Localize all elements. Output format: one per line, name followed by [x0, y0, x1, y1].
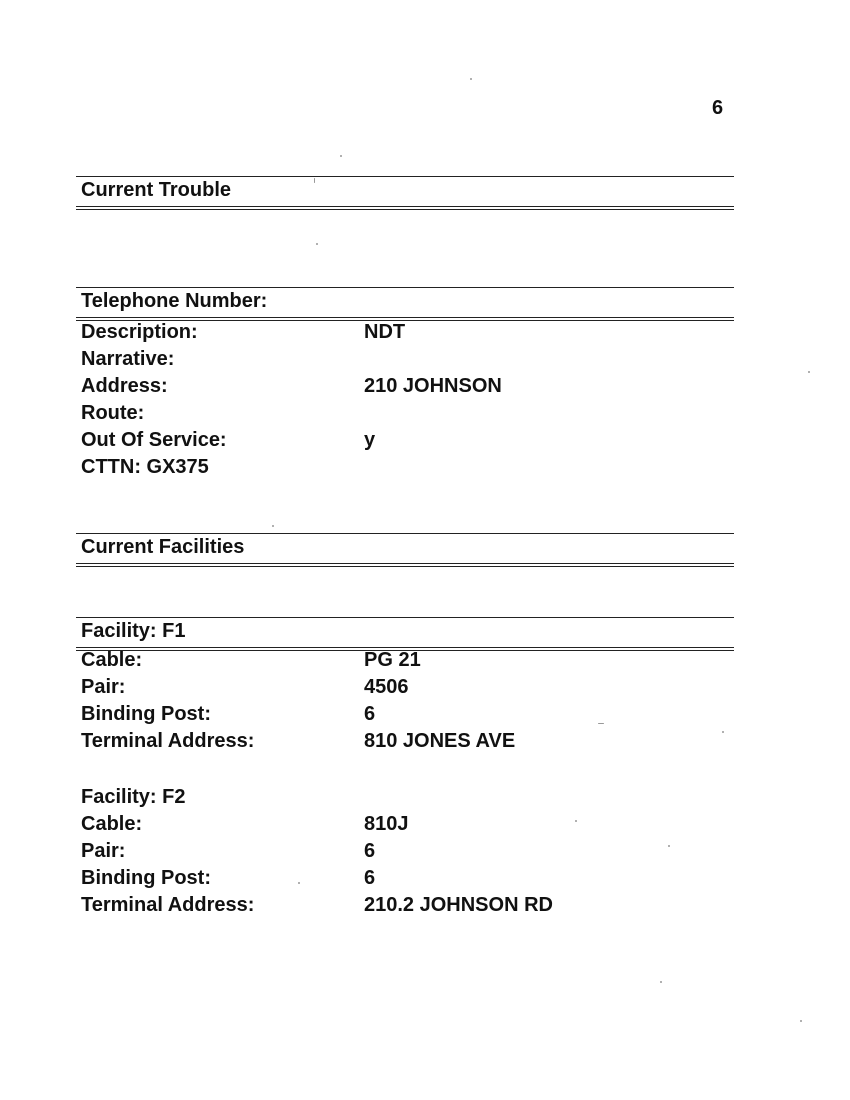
field-label: Pair:: [81, 676, 126, 698]
field-row-cable: [76, 811, 734, 838]
field-row-pair: [76, 838, 734, 865]
field-label: Binding Post:: [81, 867, 211, 889]
current-trouble-title: Current Trouble: [81, 179, 232, 201]
scan-speck: [668, 845, 670, 847]
field-row-pair: [76, 674, 734, 701]
field-value: 210 JOHNSON: [364, 375, 502, 397]
field-label: Description:: [81, 321, 198, 343]
facility-f2-title-row: [76, 784, 734, 811]
current-trouble-section: [76, 176, 734, 210]
field-row-address: [76, 373, 734, 400]
scan-speck: [340, 155, 342, 157]
field-value: 6: [364, 867, 376, 889]
header-rule-top: [76, 287, 734, 288]
field-row-terminal-address: [76, 892, 734, 919]
field-label: Route:: [81, 402, 145, 424]
scan-speck: [660, 981, 662, 983]
scan-speck: [575, 820, 577, 822]
header-rule-bottom: [76, 563, 734, 567]
field-value: 210.2 JOHNSON RD: [364, 894, 553, 916]
current-facilities-header: [76, 533, 734, 567]
telephone-title: Telephone Number:: [81, 290, 268, 312]
field-value: 810 JONES AVE: [364, 730, 516, 752]
current-facilities-section: [76, 533, 734, 567]
scan-speck: [316, 243, 318, 245]
facility-f2-section: [76, 784, 734, 919]
field-value: 6: [364, 840, 376, 862]
field-value: 810J: [364, 813, 409, 835]
field-label: Terminal Address:: [81, 730, 255, 752]
telephone-section: [76, 287, 734, 481]
current-facilities-title: Current Facilities: [81, 536, 245, 558]
field-label: Cable:: [81, 813, 143, 835]
field-value: NDT: [364, 321, 406, 343]
telephone-header: [76, 287, 734, 321]
page-number: 6: [712, 97, 724, 119]
field-value: y: [364, 429, 376, 451]
header-rule-bottom: [76, 206, 734, 210]
field-value: PG 21: [364, 649, 421, 671]
facility-f1-section: [76, 617, 734, 755]
field-row-cttn: [76, 454, 734, 481]
field-label: Narrative:: [81, 348, 175, 370]
header-rule-top: [76, 176, 734, 177]
field-row-narrative: [76, 346, 734, 373]
scan-speck: [272, 525, 274, 527]
scan-speck: [314, 178, 315, 183]
field-row-cable: [76, 647, 734, 674]
scan-speck: [470, 78, 472, 80]
scan-speck: [722, 731, 724, 733]
scan-speck: [298, 882, 300, 884]
field-row-description: [76, 319, 734, 346]
facility-f1-header: [76, 617, 734, 651]
scan-speck: [800, 1020, 802, 1022]
field-label: Address:: [81, 375, 168, 397]
facility-f2-title: Facility: F2: [81, 786, 186, 808]
field-label: Terminal Address:: [81, 894, 255, 916]
scan-speck: [808, 371, 810, 373]
field-row-binding-post: [76, 701, 734, 728]
field-label: Out Of Service:: [81, 429, 227, 451]
field-label: Pair:: [81, 840, 126, 862]
facility-f1-title: Facility: F1: [81, 620, 186, 642]
field-value: 6: [364, 703, 376, 725]
scan-speck: [598, 723, 604, 724]
field-label: Cable:: [81, 649, 143, 671]
field-row-route: [76, 400, 734, 427]
field-row-terminal-address: [76, 728, 734, 755]
field-value: 4506: [364, 676, 409, 698]
field-row-out-of-service: [76, 427, 734, 454]
current-trouble-header: [76, 176, 734, 210]
field-row-binding-post: [76, 865, 734, 892]
header-rule-top: [76, 533, 734, 534]
field-label: CTTN: GX375: [81, 456, 209, 478]
header-rule-top: [76, 617, 734, 618]
field-label: Binding Post:: [81, 703, 211, 725]
